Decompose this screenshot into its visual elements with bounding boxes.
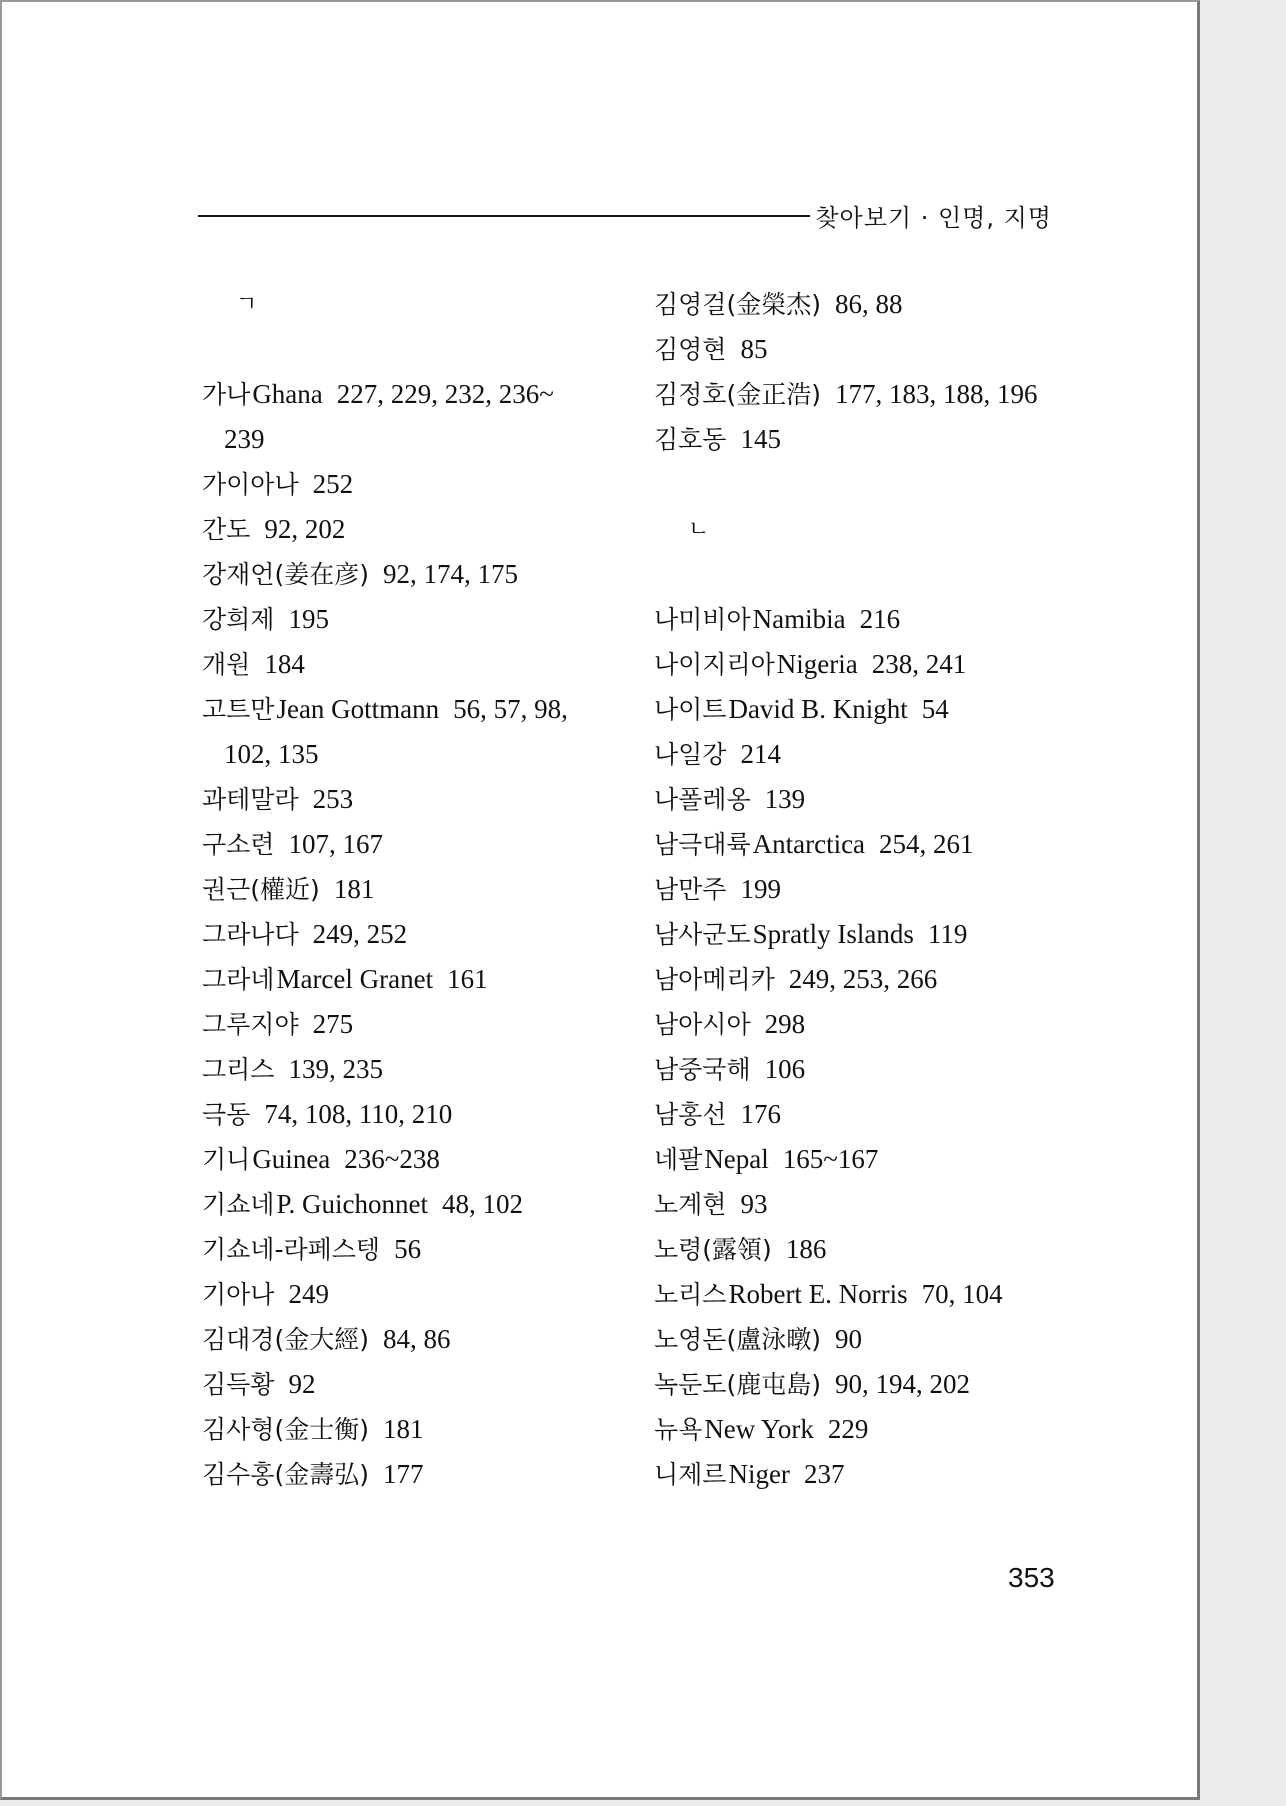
entry-pages: 298 (764, 1009, 806, 1039)
index-entry (202, 912, 642, 957)
entry-name: 나미비아 (654, 605, 751, 634)
index-entry (654, 1092, 1094, 1137)
entry-name: 과테말라 (202, 785, 299, 814)
entry-pages: 275 (312, 1009, 354, 1039)
section-heading: ㄴ (688, 517, 710, 542)
entry-pages: 216 (859, 604, 901, 634)
entry-pages: 181 (333, 874, 375, 904)
entry-name: 기니 (202, 1145, 251, 1174)
index-entry (202, 552, 642, 597)
index-entry (202, 372, 642, 417)
index-entry (654, 777, 1094, 822)
entry-name: 노계현 (654, 1190, 727, 1219)
entry-pages: 214 (740, 739, 781, 769)
entry-pages: 145 (740, 424, 781, 454)
entry-name: 김영현 (654, 335, 727, 364)
entry-latin-name: Marcel Granet (276, 964, 434, 994)
index-entry (202, 507, 642, 552)
page-number: 353 (1008, 1562, 1055, 1593)
entry-pages: 74, 108, 110, 210 (264, 1099, 453, 1129)
entry-pages: 249 (288, 1279, 329, 1309)
entry-latin-name: Antarctica (752, 829, 866, 859)
index-entry (654, 282, 1094, 327)
entry-pages: 54 (921, 694, 949, 724)
running-header (198, 196, 1058, 236)
index-column-left (202, 282, 642, 1497)
entry-name: 김정호(金正浩) (654, 380, 821, 409)
entry-pages: 249, 253, 266 (788, 964, 938, 994)
entry-name: 나이트 (654, 695, 727, 724)
entry-pages: 92, 174, 175 (382, 559, 518, 589)
entry-pages: 70, 104 (921, 1279, 1003, 1309)
index-entry (202, 1362, 642, 1407)
entry-name: 가나 (202, 380, 251, 409)
entry-pages: 249, 252 (312, 919, 408, 949)
entry-pages: 48, 102 (441, 1189, 523, 1219)
entry-pages: 86, 88 (834, 289, 903, 319)
entry-name: 김호동 (654, 425, 727, 454)
entry-pages: 90 (834, 1324, 862, 1354)
entry-latin-name: P. Guichonnet (276, 1189, 428, 1219)
entry-name: 개원 (202, 650, 251, 679)
entry-name: 노영돈(盧泳暾) (654, 1325, 821, 1354)
entry-name: 녹둔도(鹿屯島) (654, 1370, 821, 1399)
entry-name: 구소련 (202, 830, 275, 859)
index-entry (654, 1407, 1094, 1452)
section-heading: ㄱ (236, 292, 258, 317)
entry-pages: 227, 229, 232, 236~ (336, 379, 554, 409)
entry-name: 네팔 (654, 1145, 703, 1174)
entry-name: 간도 (202, 515, 251, 544)
entry-pages: 107, 167 (288, 829, 383, 859)
entry-pages: 139, 235 (288, 1054, 383, 1084)
entry-pages: 165~167 (782, 1144, 879, 1174)
index-entry (654, 597, 1094, 642)
entry-pages: 181 (382, 1414, 424, 1444)
index-entry (202, 597, 642, 642)
entry-name: 그루지야 (202, 1010, 299, 1039)
entry-name: 남중국해 (654, 1055, 751, 1084)
index-entry (654, 822, 1094, 867)
index-entry (202, 777, 642, 822)
entry-latin-name: Nepal (704, 1144, 769, 1174)
index-entry (202, 462, 642, 507)
index-entry (654, 1272, 1094, 1317)
index-entry (654, 957, 1094, 1002)
index-entry (654, 372, 1094, 417)
entry-name: 노령(露領) (654, 1235, 772, 1264)
entry-name: 김수홍(金壽弘) (202, 1460, 369, 1489)
index-entry (654, 1362, 1094, 1407)
entry-pages: 56 (394, 1234, 422, 1264)
header-rule (198, 215, 810, 217)
index-entry-continuation (202, 417, 642, 462)
index-entry (654, 687, 1094, 732)
entry-latin-name: Nigeria (776, 649, 858, 679)
entry-name: 그라네 (202, 965, 275, 994)
index-entry (202, 1092, 642, 1137)
blank-line (654, 462, 1094, 507)
entry-pages: 239 (224, 424, 265, 454)
entry-pages: 92, 202 (264, 514, 346, 544)
entry-pages: 177, 183, 188, 196 (834, 379, 1038, 409)
entry-name: 그리스 (202, 1055, 275, 1084)
index-entry (202, 1227, 642, 1272)
entry-pages: 56, 57, 98, (453, 694, 568, 724)
entry-latin-name: Namibia (752, 604, 846, 634)
index-entry (654, 867, 1094, 912)
entry-name: 나폴레옹 (654, 785, 751, 814)
index-entry (654, 1137, 1094, 1182)
index-entry (202, 1047, 642, 1092)
index-entry (654, 417, 1094, 462)
entry-name: 김영걸(金榮杰) (654, 290, 821, 319)
entry-pages: 102, 135 (224, 739, 319, 769)
entry-latin-name: New York (704, 1414, 814, 1444)
entry-pages: 161 (447, 964, 488, 994)
index-entry (202, 1182, 642, 1227)
entry-latin-name: Jean Gottmann (276, 694, 440, 724)
index-entry (654, 327, 1094, 372)
entry-name: 그라나다 (202, 920, 299, 949)
entry-name: 고트만 (202, 695, 275, 724)
entry-pages: 92 (288, 1369, 316, 1399)
index-entry (202, 687, 642, 732)
entry-pages: 195 (288, 604, 329, 634)
index-entry (654, 1452, 1094, 1497)
index-entry (202, 1272, 642, 1317)
entry-pages: 254, 261 (879, 829, 974, 859)
index-entry (202, 1137, 642, 1182)
entry-pages: 176 (740, 1099, 781, 1129)
index-entry (202, 1452, 642, 1497)
entry-name: 니제르 (654, 1460, 727, 1489)
entry-pages: 237 (803, 1459, 845, 1489)
index-entry (654, 642, 1094, 687)
entry-name: 극동 (202, 1100, 251, 1129)
index-entry (202, 642, 642, 687)
entry-pages: 93 (740, 1189, 768, 1219)
entry-name: 나일강 (654, 740, 727, 769)
entry-name: 남홍선 (654, 1100, 727, 1129)
index-entry (654, 1002, 1094, 1047)
entry-pages: 186 (785, 1234, 827, 1264)
entry-name: 강희제 (202, 605, 275, 634)
entry-name: 기쇼네-라페스텡 (202, 1235, 381, 1264)
entry-name: 남아시아 (654, 1010, 751, 1039)
entry-pages: 85 (740, 334, 768, 364)
entry-pages: 229 (827, 1414, 869, 1444)
entry-name: 나이지리아 (654, 650, 775, 679)
entry-name: 기쇼네 (202, 1190, 275, 1219)
entry-latin-name: Guinea (252, 1144, 331, 1174)
index-entry (202, 822, 642, 867)
entry-name: 노리스 (654, 1280, 727, 1309)
entry-pages: 177 (382, 1459, 424, 1489)
entry-name: 김사형(金士衡) (202, 1415, 369, 1444)
index-entry (202, 867, 642, 912)
index-entry-continuation (202, 732, 642, 777)
entry-name: 권근(權近) (202, 875, 320, 904)
index-entry (654, 1047, 1094, 1092)
entry-pages: 106 (764, 1054, 806, 1084)
entry-name: 기아나 (202, 1280, 275, 1309)
entry-pages: 252 (312, 469, 354, 499)
entry-latin-name: Spratly Islands (752, 919, 914, 949)
entry-name: 남만주 (654, 875, 727, 904)
entry-name: 가이아나 (202, 470, 299, 499)
header-title: 찾아보기 · 인명, 지명 (815, 204, 1052, 232)
entry-name: 강재언(姜在彦) (202, 560, 369, 589)
entry-latin-name: Niger (728, 1459, 790, 1489)
entry-pages: 236~238 (344, 1144, 440, 1174)
index-entry (654, 912, 1094, 957)
entry-latin-name: David B. Knight (728, 694, 908, 724)
entry-pages: 139 (764, 784, 806, 814)
entry-latin-name: Ghana (252, 379, 323, 409)
entry-name: 김득황 (202, 1370, 275, 1399)
entry-pages: 90, 194, 202 (834, 1369, 970, 1399)
entry-name: 김대경(金大經) (202, 1325, 369, 1354)
index-entry (654, 1227, 1094, 1272)
entry-name: 남극대륙 (654, 830, 751, 859)
entry-pages: 199 (740, 874, 781, 904)
index-entry (654, 732, 1094, 777)
entry-name: 남아메리카 (654, 965, 775, 994)
entry-pages: 84, 86 (382, 1324, 451, 1354)
index-entry (202, 1407, 642, 1452)
blank-line (654, 552, 1094, 597)
entry-pages: 253 (312, 784, 354, 814)
entry-latin-name: Robert E. Norris (728, 1279, 908, 1309)
entry-pages: 184 (264, 649, 305, 679)
entry-name: 남사군도 (654, 920, 751, 949)
index-entry (202, 1002, 642, 1047)
blank-line (202, 327, 642, 372)
entry-name: 뉴욕 (654, 1415, 703, 1444)
index-entry (654, 1182, 1094, 1227)
entry-pages: 238, 241 (871, 649, 967, 679)
entry-pages: 119 (927, 919, 968, 949)
index-entry (654, 1317, 1094, 1362)
index-entry (202, 957, 642, 1002)
index-entry (202, 1317, 642, 1362)
index-column-right (654, 282, 1094, 1497)
